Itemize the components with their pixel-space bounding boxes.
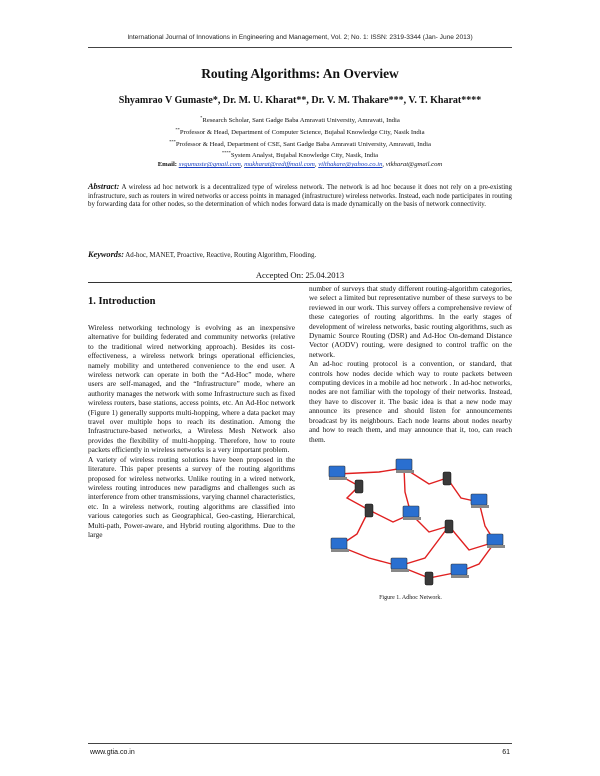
handheld-node-3 [445,520,453,533]
abstract [88,183,512,210]
intro-paragraph-2: A variety of wireless routing solutions have been proposed in the literature. This paper presents a survey of the routing algorithms proposed for wireless networks. Unlike routing in a wired network, wireless routing introduces new paradigms and challenges such as interference from other transmissions, varying channel characteristics, etc. In a wireless network, routing algorithms are classified into various categories such as Geographical, Geo-casting, Hierarchical, Multi-path, Power-aware, and Hybrid routing algorithms. Due to the large [88,454,295,539]
running-header: International Journal of Innovations in Engineering and Management, Vol. 2; No. 1: ISSN: 2319-3344 (Jan- June 2013) [127,34,473,41]
laptop-node-4 [403,506,421,520]
affiliation-3: ***Professor & Head, Department of CSE, Sant Gadge Baba Amravati University, Amravati, India [169,138,431,148]
abstract-text: A wireless ad hoc network is a decentralized type of wireless network. The network is ad hoc because it does not rely on a pre-existing infrastructure, such as routers in wired networks or access points in managed (infrastructure) wireless networks. Instead, each node participates in routing by forwarding data for other nodes, so the determination of which nodes forward data is made dynamically on the basis of network connectivity. [88,184,513,209]
email-link-3[interactable]: vilthakare@yahoo.co.in [318,161,383,169]
handheld-node-2 [443,472,451,485]
keywords [88,250,512,259]
section-heading: 1. Introduction [88,296,156,307]
right-column [309,284,512,601]
keywords-label: Keywords: [88,250,124,259]
handheld-node-5 [425,572,433,585]
columns-rule [88,282,512,283]
laptop-node-7 [487,534,505,548]
keywords-text: Ad-hoc, MANET, Proactive, Reactive, Routing Algorithm, Flooding. [125,252,317,259]
handheld-node-1 [365,504,373,517]
footer-rule [88,743,512,744]
figure-caption: Figure 1. Adhoc Network. [379,594,442,601]
page-number: 61 [502,749,510,756]
laptop-node-6 [391,558,409,572]
email-line: Email: svgumaste@gmail.com, mukharat@rediffmail.com, vilthakare@yahoo.co.in, vtkharat@gmail.com [157,161,443,169]
laptop-node-8 [451,564,469,578]
intro-paragraph-4: An ad-hoc routing protocol is a convention, or standard, that controls how nodes decide which way to route packets between computing devices in a mobile ad hoc network . In ad-hoc networks, nodes are not familiar with the topology of their networks. Instead, they have to discover it. The basic idea is that a new node may announce its presence and should listen for announcements broadcast by its neighbours. Each node learns about nodes nearby and how to reach them, and may announce that it, too, can reach them. [309,359,512,444]
affiliation-1: *Research Scholar, Sant Gadge Baba Amravati University, Amravati, India [200,115,400,125]
author-list: Shyamrao V Gumaste*, Dr. M. U. Kharat**, Dr. V. M. Thakare***, V. T. Kharat**** [118,95,482,106]
adhoc-network-diagram [309,454,512,594]
affiliation-2: **Professor & Head, Department of Computer Science, Bujabal Knowledge City, Nasik India [175,126,425,137]
laptop-node-2 [396,459,414,473]
link-2 [337,468,404,474]
accepted-date: Accepted On: 25.04.2013 [255,270,345,280]
affiliation-4: ****System Analyst, Bujabal Knowledge City, Nasik, India [221,150,379,160]
email-text-4: vtkharat@gmail.com [385,161,443,169]
paper-title: Routing Algorithms: An Overview [201,66,399,81]
left-column [88,290,295,539]
intro-paragraph-1: Wireless networking technology is evolving as an inexpensive alternative for building federated and community networks (relative to the traditional wired networking approach). Besides its cost-effectiveness, a wireless network brings operational efficiencies, namely mobility and untethered convenience to the end user. A wireless network can operate in both the “Ad-Hoc” mode, where users are self-managed, and the “Infrastructure” mode, where an authority manages the network with some Infrastructure such as fixed wireless routers, base stations, access points, etc. An Ad-Hoc network (Figure 1) generally supports multi-hopping, where a data packet may travel over multiple hops to reach its destination. Among the Infrastructure-based networks, a Wireless Mesh Network also provides the flexibility of multi-hopping. Therefore, how to route packets efficiently in wireless networks is a very important problem. [88,323,295,455]
laptop-node-3 [471,494,489,508]
laptop-node-5 [331,538,349,552]
handheld-node-4 [355,480,363,493]
footer-website: www.gtia.co.in [90,749,135,756]
intro-paragraph-3: number of surveys that study different routing-algorithm categories, we select a limited but representative number of these surveys to be reviewed in our work. This survey offers a comprehensive review of these categories of routing algorithms. In the early stages of development of wireless networks, basic routing algorithms, such as Dynamic Source Routing (DSR) and Ad-Hoc On-demand Distance Vector (AODV) routing, were designed to control traffic on the network. [309,284,512,359]
laptop-node-1 [329,466,347,480]
email-label: Email: [157,161,178,169]
email-link-2[interactable]: mukharat@rediffmail.com [244,161,315,169]
abstract-label: Abstract: [88,182,120,191]
email-link-1[interactable]: svgumaste@gmail.com [178,161,241,169]
header-rule [88,47,512,48]
adhoc-network-figure [309,454,512,594]
affiliations [0,114,600,170]
